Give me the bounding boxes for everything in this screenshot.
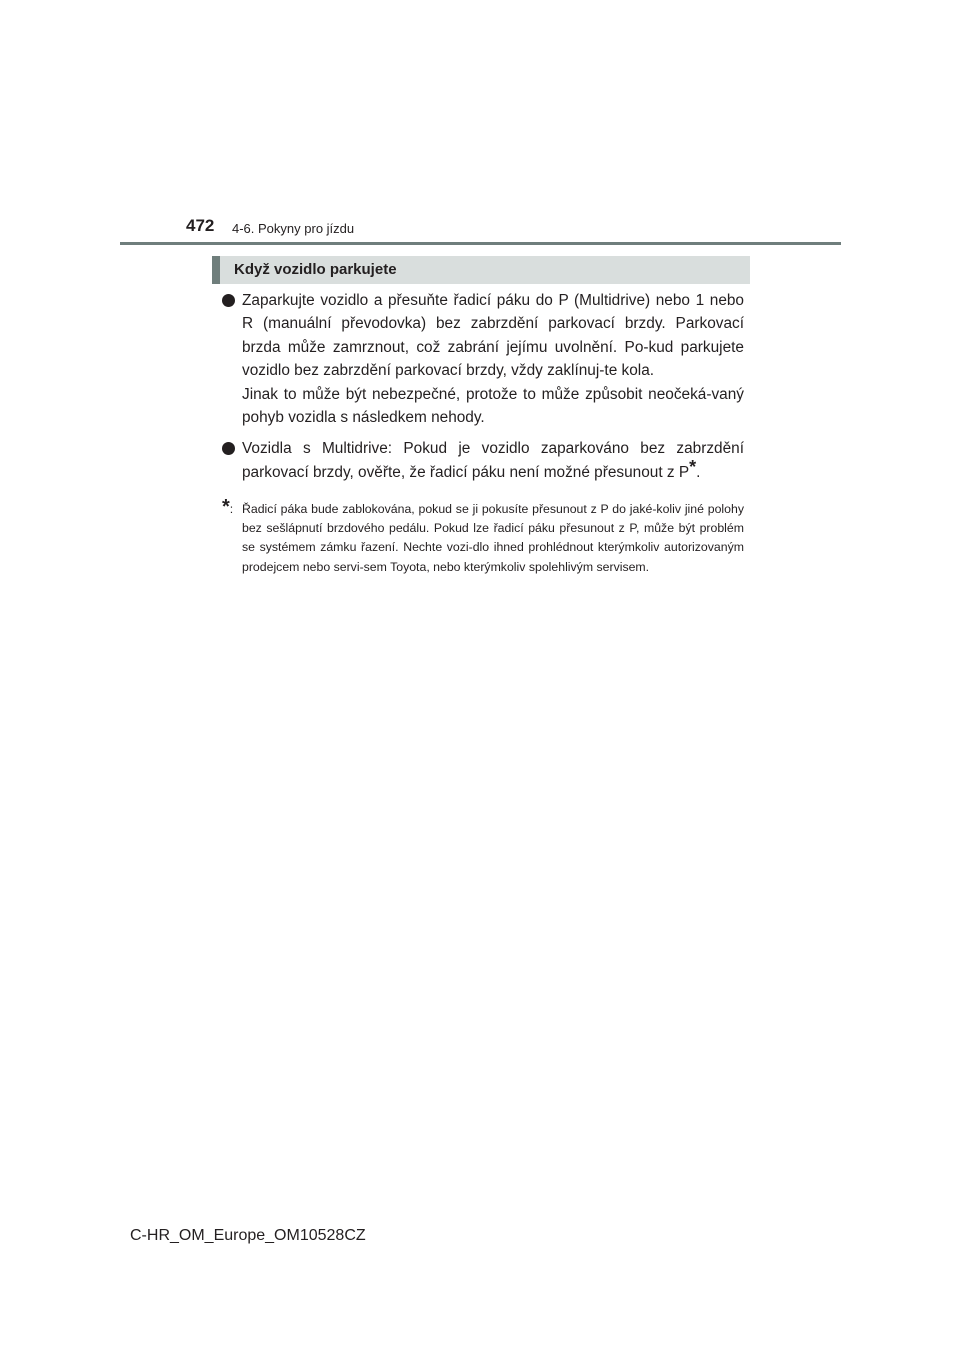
bullet-text: Vozidla s Multidrive: Pokud je vozidlo zaparkováno bez zabrzdění parkovací brzdy, ověřte, že řadicí páku není možné přesunout z P (242, 440, 744, 481)
header-divider (120, 242, 841, 245)
subsection-heading-bar (212, 256, 750, 284)
bullet-dot-icon (222, 442, 235, 455)
subsection-title: Když vozidlo parkujete (234, 261, 397, 278)
bullet-list (222, 289, 744, 484)
footnote-marker (222, 496, 234, 519)
bullet-dot-icon (222, 294, 235, 307)
bullet-text-end: . (696, 463, 701, 481)
footnote-reference-icon: * (689, 456, 697, 477)
footnote-text: Řadicí páka bude zablokována, pokud se ji pokusíte přesunout z P do jaké-koliv jiné polohy bez sešlápnutí brzdového pedálu. Pokud lze řadicí páku přesunout z P, může být problém se systémem zámku řazení. Nechte vozi-dlo ihned prohlédnout kterýmkoliv autorizovaným prodejcem nebo servi-sem Toyota, nebo kterýmkoliv spolehlivým servisem. (242, 502, 744, 574)
bullet-paragraph: Jinak to může být nebezpečné, protože to může způsobit neočeká-vaný pohyb vozidla s následkem nehody. (242, 385, 744, 427)
footnote (222, 496, 744, 577)
bullet-item-parking (222, 289, 744, 429)
footnote-separator: : (229, 502, 234, 516)
asterisk-icon: * (222, 496, 230, 518)
document-code: C-HR_OM_Europe_OM10528CZ (130, 1227, 366, 1244)
bullet-item-multidrive (222, 437, 744, 484)
section-title: 4-6. Pokyny pro jízdu (232, 221, 355, 236)
bullet-paragraph: Zaparkujte vozidlo a přesuňte řadicí páku do P (Multidrive) nebo 1 nebo R (manuální převodovka) bez zabrzdění parkovací brzdy. Parkovací brzda může zamrznout, což zabrání jejímu uvolnění. Po-kud parkujete vozidlo bez zabrzdění parkovací brzdy, vždy zaklínuj-te kola. (242, 292, 744, 380)
page-number: 472 (186, 216, 215, 235)
